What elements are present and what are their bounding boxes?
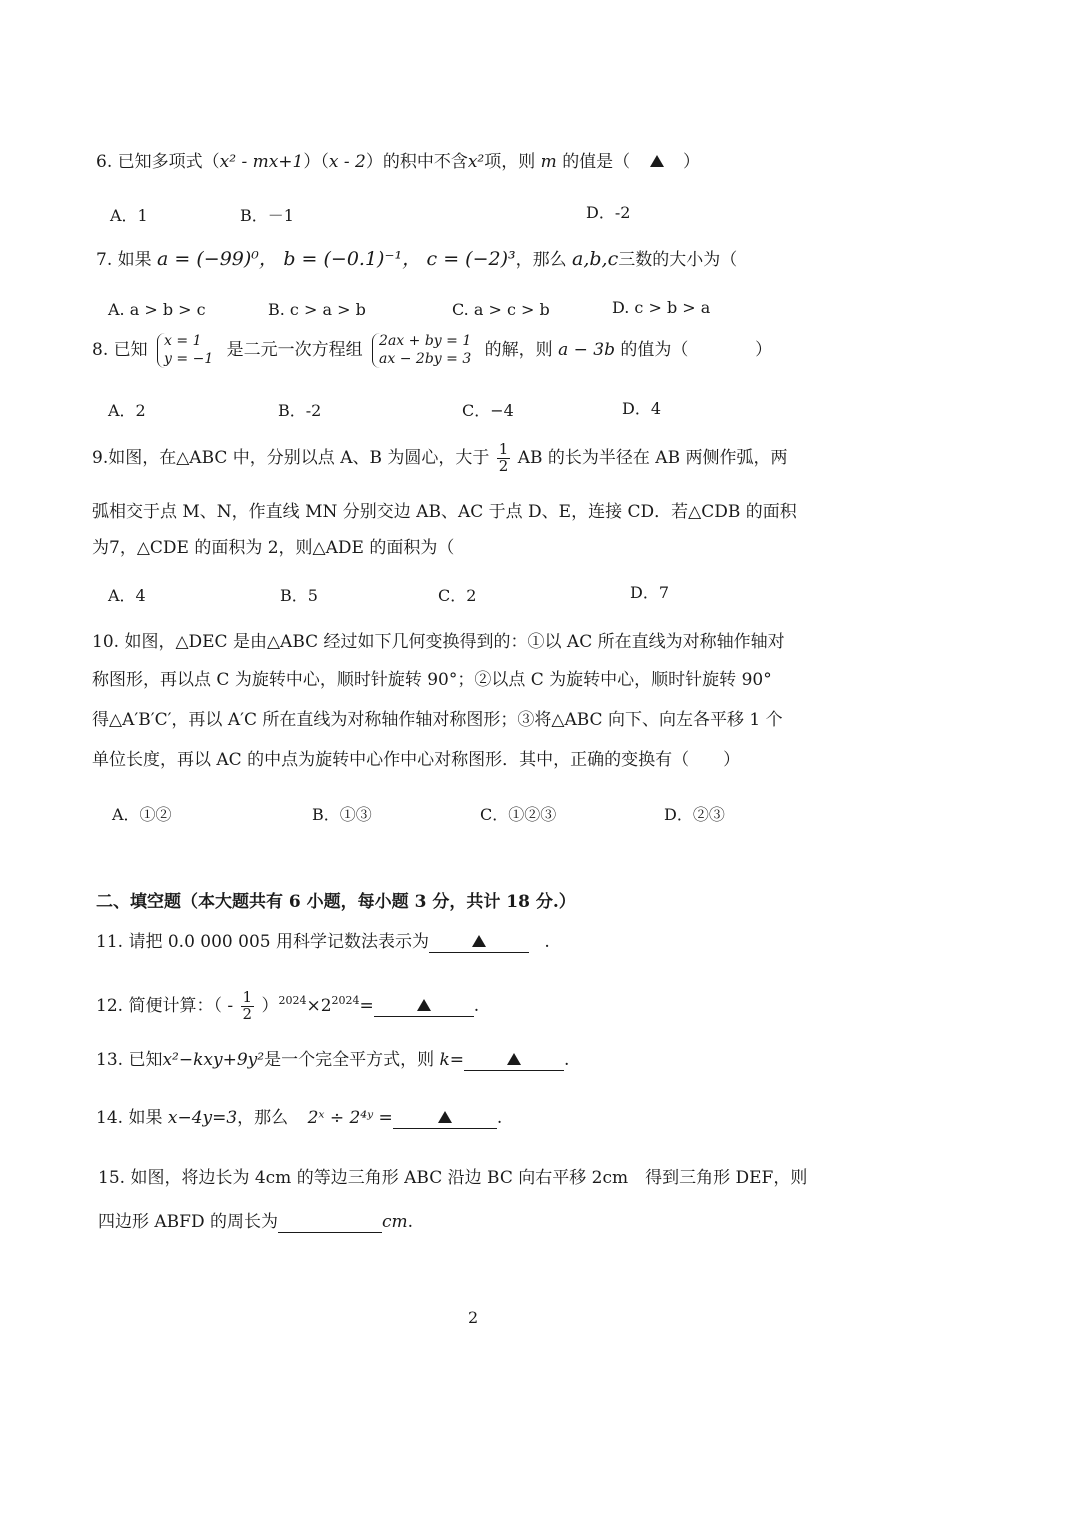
q6-option-b: B．－1 (240, 206, 294, 225)
question-7 (96, 248, 737, 271)
q8-number: 8. (92, 340, 109, 360)
q6-var: m (540, 152, 557, 172)
question-10-line-3: 得△A′B′C′，再以 A′C 所在直线为对称轴作轴对称图形；③将△ABC 向下、向左各平移 1 个 (92, 710, 783, 730)
q14-text-a: 14. 如果 (96, 1108, 163, 1128)
q9-line1-b: AB 的长为半径在 AB 两侧作弧，两 (517, 447, 788, 468)
answer-triangle-icon (417, 999, 431, 1011)
q14-expr: 2ˣ ÷ 2⁴ʸ = (307, 1108, 393, 1128)
answer-triangle-icon (507, 1053, 521, 1065)
answer-triangle-icon (438, 1111, 452, 1123)
q12-exp2: 2024 (331, 994, 360, 1008)
q15-unit: cm (382, 1212, 408, 1232)
q10-option-c: C．①②③ (480, 805, 557, 824)
section-2-title: 二、填空题（本大题共有 6 小题，每小题 3 分，共计 18 分.） (96, 892, 576, 912)
q9-frac-den: 2 (498, 456, 509, 475)
question-10-line-4: 单位长度，再以 AC 的中点为旋转中心作中心对称图形．其中，正确的变换有（ ） (92, 750, 741, 770)
q13-var: k (439, 1050, 450, 1070)
q8-equation-system (372, 333, 475, 368)
q8-expr: a − 3b (558, 340, 615, 360)
q7-option-b: B. c > a > b (268, 300, 366, 319)
answer-triangle-icon (472, 935, 486, 947)
q13-answer-blank[interactable] (464, 1050, 564, 1071)
q6-text-e: 的值是（ (562, 152, 631, 172)
q10-option-a: A．①② (112, 805, 172, 824)
q8-mid: 是二元一次方程组 (226, 340, 363, 360)
question-6 (96, 152, 700, 172)
q8-option-b: B．-2 (278, 401, 322, 420)
question-14 (96, 1108, 502, 1129)
q12-end: . (473, 995, 480, 1016)
q6-text-a: 已知多项式（ (117, 152, 220, 172)
q7-vars: a,b,c (572, 248, 619, 270)
q11-text: 11. 请把 0.0 000 005 用科学记数法表示为 (96, 932, 429, 952)
question-15-line-2 (98, 1212, 413, 1233)
q12-exp1: 2024 (278, 994, 307, 1008)
q12-fraction (241, 990, 255, 1023)
q15-end: . (407, 1212, 414, 1232)
q6-number: 6. (96, 152, 113, 172)
question-11 (96, 932, 550, 953)
q12-answer-blank[interactable] (374, 996, 474, 1017)
q7-lead: 如果 (117, 250, 152, 270)
q8-tail2: 的值为（ (620, 340, 689, 360)
q13-text-b: 是一个完全平方式，则 (264, 1050, 435, 1070)
q9-option-c: C．2 (438, 586, 477, 605)
q13-text-a: 13. 已知 (96, 1050, 163, 1070)
q12-text: 12. 简便计算：（ - (96, 995, 234, 1016)
q8-tail: 的解，则 (484, 340, 553, 360)
q12-times: ×2 (306, 995, 332, 1016)
q6-poly2: x - 2 (328, 152, 366, 172)
q9-line1-a: 9.如图，在△ABC 中，分别以点 A、B 为圆心，大于 (92, 447, 490, 468)
q15-answer-blank[interactable] (278, 1212, 382, 1233)
q6-poly1: x² - mx+1 (219, 152, 304, 172)
q8-option-c: C．−4 (462, 401, 514, 420)
q10-option-d: D．②③ (664, 805, 725, 824)
q13-end: . (564, 1050, 570, 1070)
q11-end: . (544, 932, 550, 952)
q14-cond: x−4y=3 (167, 1108, 238, 1128)
q8-sys2-line2: ax − 2by = 3 (379, 350, 472, 367)
q8-sys1-line1: x = 1 (164, 333, 202, 349)
question-12 (96, 990, 479, 1023)
q9-option-d: D．7 (630, 583, 670, 602)
question-15-line-1: 15. 如图，将边长为 4cm 的等边三角形 ABC 沿边 BC 向右平移 2cm 得到三角形 DEF，则 (98, 1168, 808, 1188)
q6-option-a: A．1 (110, 206, 148, 225)
q15-line2: 四边形 ABFD 的周长为 (98, 1212, 279, 1232)
q6-term: x² (467, 152, 485, 172)
q13-eq: = (449, 1050, 465, 1070)
q8-sys2-line1: 2ax + by = 1 (379, 333, 472, 349)
q8-sys1-line2: y = −1 (164, 350, 214, 367)
q7-mid: ，那么 (515, 250, 567, 270)
q14-text-b: ，那么 (237, 1108, 289, 1128)
q9-frac-num: 1 (498, 440, 509, 458)
q7-tail: 三数的大小为（ (618, 250, 738, 270)
q6-text-b: ）（ (303, 152, 329, 172)
q8-close: ） (755, 340, 773, 360)
q9-fraction (497, 442, 511, 475)
q8-solution-system (157, 333, 217, 368)
q10-option-b: B．①③ (312, 805, 372, 824)
q7-option-a: A. a > b > c (108, 300, 206, 319)
q9-option-b: B．5 (280, 586, 318, 605)
q8-option-a: A．2 (108, 401, 146, 420)
q6-text-c: ）的积中不含 (365, 152, 468, 172)
q8-lead: 已知 (113, 340, 148, 360)
q12-frac-num: 1 (242, 988, 253, 1006)
question-13 (96, 1050, 569, 1071)
q12-frac-den: 2 (242, 1004, 253, 1023)
q9-option-a: A．4 (108, 586, 146, 605)
q12-close: ） (261, 995, 279, 1016)
q7-option-c: C. a > c > b (452, 300, 550, 319)
question-8 (92, 333, 772, 368)
q14-answer-blank[interactable] (393, 1108, 497, 1129)
q7-expr-c: c = (−2)³ (426, 248, 516, 270)
q8-option-d: D．4 (622, 399, 662, 418)
question-9-line-3: 为7，△CDE 的面积为 2，则△ADE 的面积为（ (92, 538, 455, 558)
q6-close: ） (683, 152, 700, 172)
q6-text-d: 项，则 (484, 152, 536, 172)
q7-number: 7. (96, 250, 113, 270)
q13-poly: x²−kxy+9y² (162, 1050, 265, 1070)
page-number: 2 (468, 1308, 479, 1327)
q12-eq: = (359, 995, 374, 1016)
q7-expr-a: a = (−99)⁰， (157, 248, 278, 270)
q7-expr-b: b = (−0.1)⁻¹， (283, 248, 422, 270)
q7-option-d: D. c > b > a (612, 298, 711, 317)
question-9-line-2: 弧相交于点 M、N，作直线 MN 分别交边 AB、AC 于点 D、E，连接 CD．若△CDB 的面积 (92, 502, 797, 522)
q6-option-d: D．-2 (586, 203, 631, 222)
answer-triangle-icon (650, 155, 664, 167)
question-10-line-1: 10. 如图，△DEC 是由△ABC 经过如下几何变换得到的：①以 AC 所在直线为对称轴作轴对 (92, 632, 785, 652)
question-10-line-2: 称图形，再以点 C 为旋转中心，顺时针旋转 90°；②以点 C 为旋转中心，顺时针旋转 90° (92, 670, 772, 690)
q14-end: . (496, 1108, 503, 1128)
question-9-line-1 (92, 442, 787, 475)
q11-answer-blank[interactable] (429, 932, 529, 953)
